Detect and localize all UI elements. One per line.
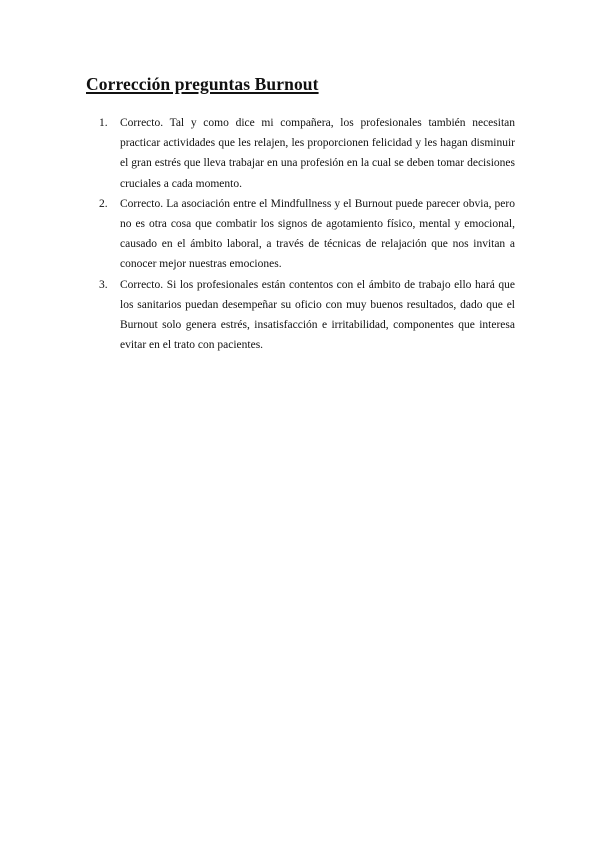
list-item-text: Correcto. Si los profesionales están contentos con el ámbito de trabajo ello hará que los sanitarios puedan desempeñar su oficio con muy buenos resultados, dado que el Burnout solo genera estrés, insatisfacción e irritabilidad, componentes que interesa evitar en el trato con pacientes. — [120, 278, 515, 352]
list-item-number: 3. — [99, 278, 108, 291]
page-title: Corrección preguntas Burnout — [86, 74, 319, 94]
list-item-text: Correcto. Tal y como dice mi compañera, los profesionales también necesitan practicar actividades que les relajen, les proporcionen felicidad y les hagan disminuir el gran estrés que lleva trabajar en una profesión en la cual se deben tomar decisiones cruciales a cada momento. — [120, 117, 515, 190]
list-item-answer-2 — [99, 194, 515, 275]
list-item-answer-1 — [99, 113, 515, 194]
list-item-number: 2. — [99, 197, 108, 210]
list-item-text: Correcto. La asociación entre el Mindfullness y el Burnout puede parecer obvia, pero no es otra cosa que combatir los signos de agotamiento físico, mental y emocional, causado en el ámbito laboral, a través de técnicas de relajación que nos invitan a conocer mejor nuestras emociones. — [120, 197, 515, 271]
list-item-answer-3 — [99, 275, 515, 356]
answer-list — [99, 113, 515, 355]
list-item-number: 1. — [99, 117, 108, 129]
